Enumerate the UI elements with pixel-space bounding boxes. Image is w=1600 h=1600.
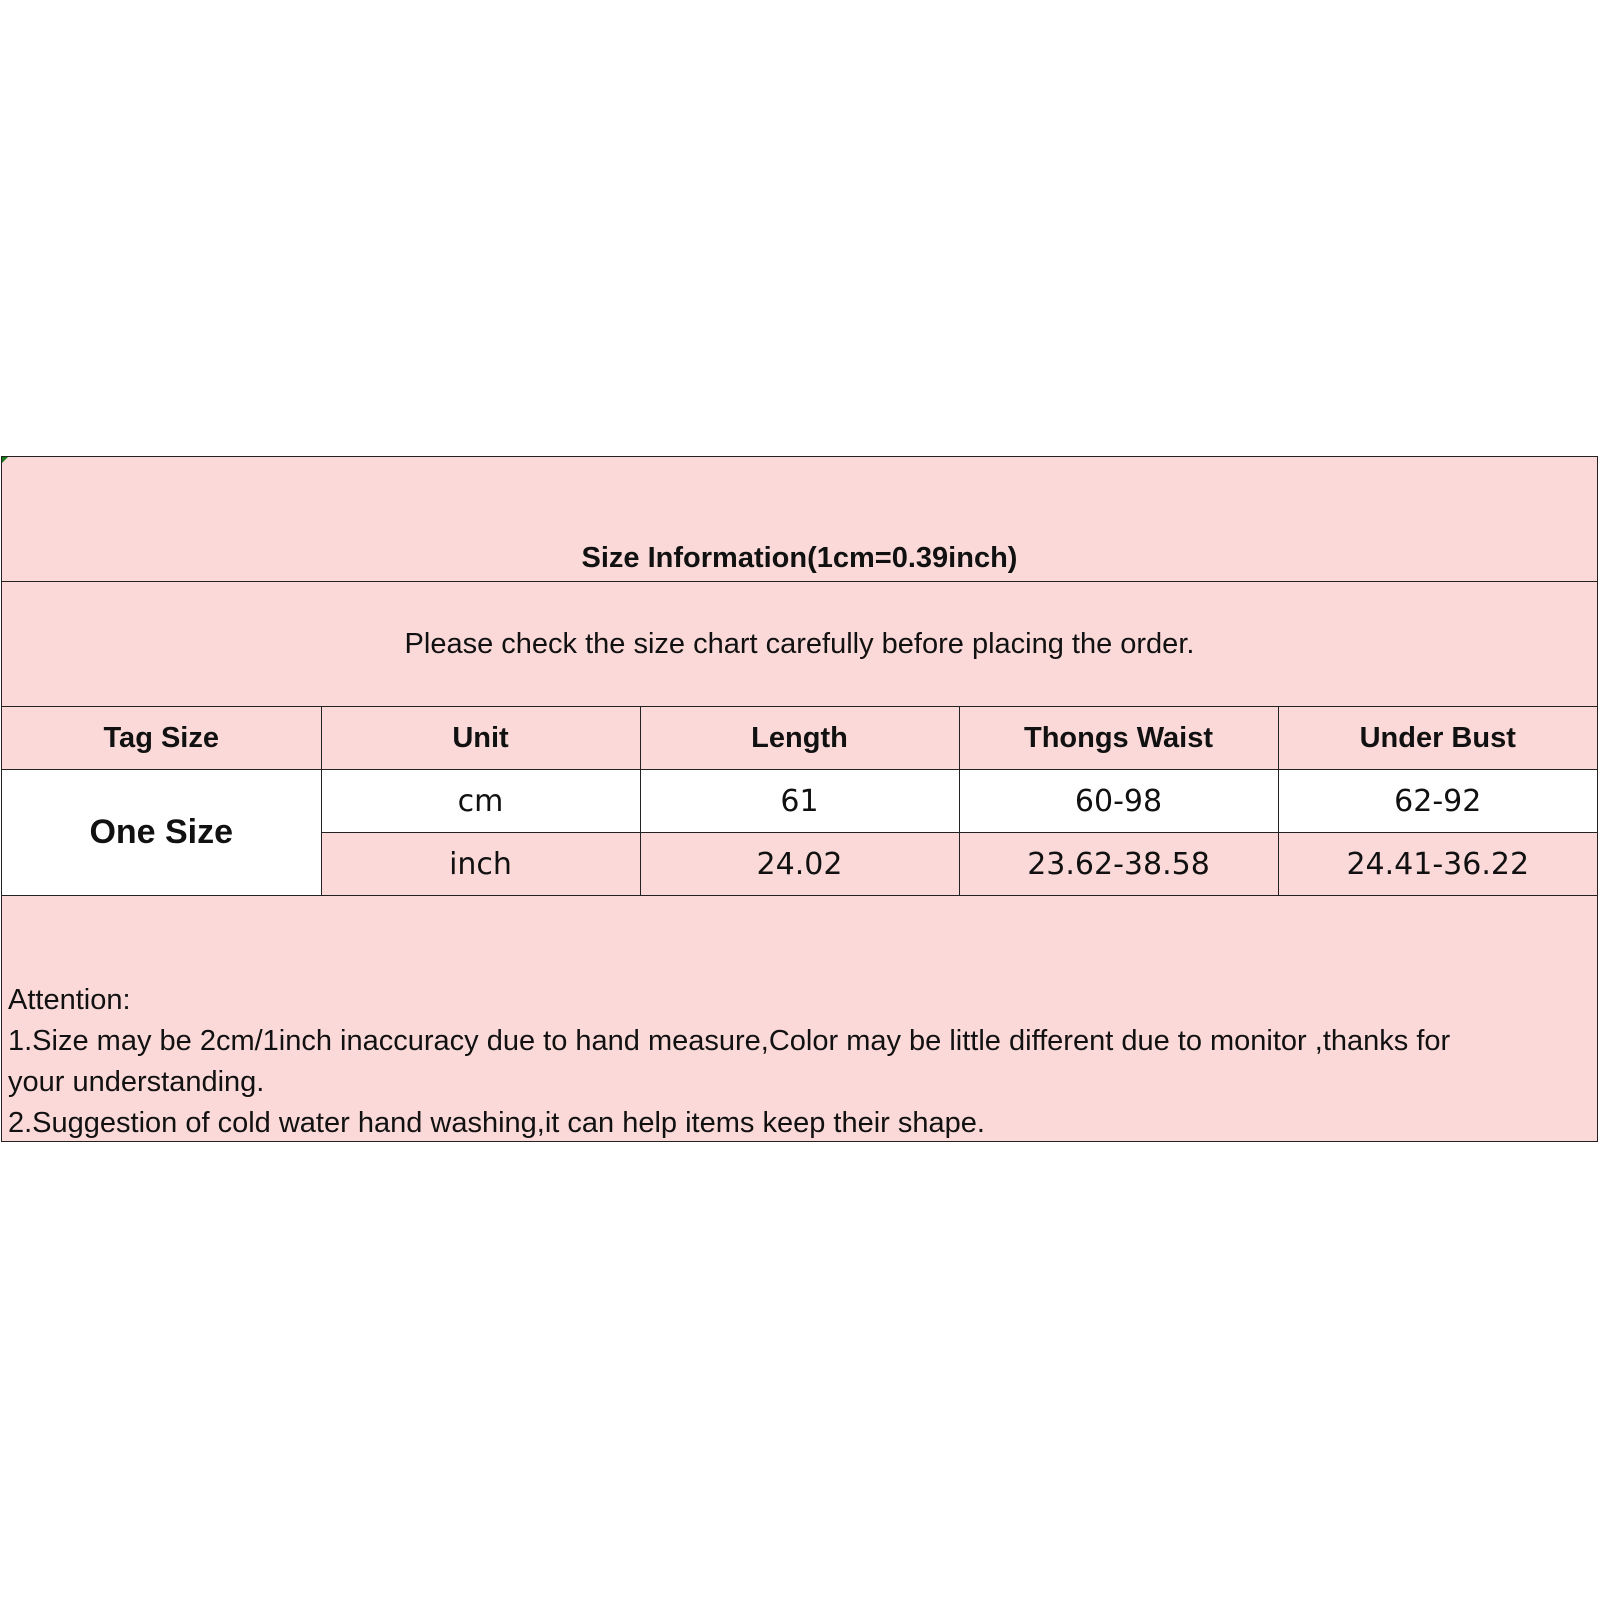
- size-table: [2, 707, 1597, 896]
- header-row: [2, 707, 1597, 770]
- tag-size-cell: One Size: [2, 770, 321, 896]
- thongs-waist-cell: 23.62-38.58: [959, 833, 1278, 896]
- notice-row: [2, 582, 1597, 707]
- under-bust-cell: 62-92: [1278, 770, 1597, 833]
- header-length: Length: [640, 707, 959, 770]
- attention-heading: Attention:: [8, 984, 131, 1016]
- header-thongs-waist: Thongs Waist: [959, 707, 1278, 770]
- length-cell: 61: [640, 770, 959, 833]
- unit-cell: cm: [321, 770, 640, 833]
- attention-line-1-cont: your understanding.: [8, 1066, 265, 1098]
- header-under-bust: Under Bust: [1278, 707, 1597, 770]
- length-cell: 24.02: [640, 833, 959, 896]
- header-tag-size: Tag Size: [2, 707, 321, 770]
- table-row: [2, 770, 1597, 833]
- attention-line-2: 2.Suggestion of cold water hand washing,it can help items keep their shape.: [8, 1107, 985, 1139]
- thongs-waist-cell: 60-98: [959, 770, 1278, 833]
- size-chart: [1, 456, 1598, 1142]
- under-bust-cell: 24.41-36.22: [1278, 833, 1597, 896]
- title-row: [2, 457, 1597, 582]
- unit-cell: inch: [321, 833, 640, 896]
- chart-title: Size Information(1cm=0.39inch): [581, 542, 1018, 574]
- attention-notes: [8, 980, 1589, 1144]
- header-unit: Unit: [321, 707, 640, 770]
- notice-text: Please check the size chart carefully before placing the order.: [404, 627, 1195, 660]
- attention-line-1: 1.Size may be 2cm/1inch inaccuracy due to hand measure,Color may be little different due to monitor ,thanks for: [8, 1025, 1451, 1057]
